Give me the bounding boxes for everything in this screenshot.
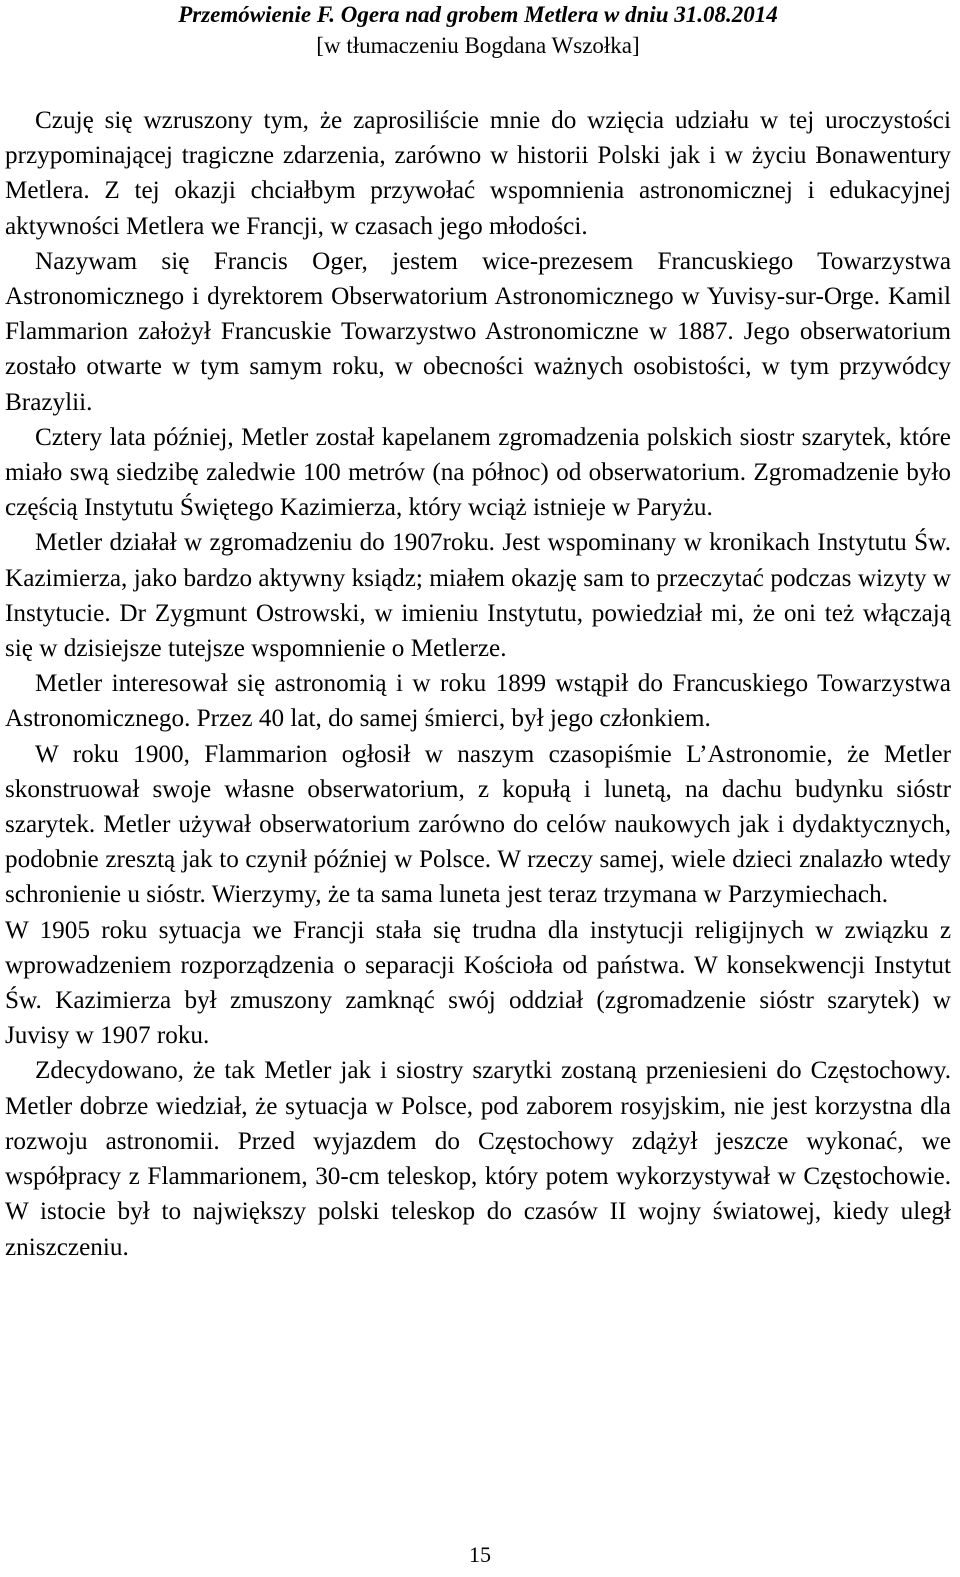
paragraph-speaker-introduction: Nazywam się Francis Oger, jestem wice-prezesem Francuskiego Towarzystwa Astronomicznego i dyrektorem Obserwatorium Astronomicznego w Yuvisy-sur-Orge. Kamil Flammarion założył Francuskie Towarzystwo Astronomiczne w 1887. Jego obserwatorium zostało otwarte w tym samym roku, w obecności ważnych osobistości, w tym przywódcy Brazylii. [5, 247, 951, 416]
paragraph-astronomy-interest: Metler interesował się astronomią i w roku 1899 wstąpił do Francuskiego Towarzystwa Astronomicznego. Przez 40 lat, do samej śmierci, był jego członkiem. [5, 670, 951, 733]
page-number: 15 [469, 1542, 491, 1567]
document-title: Przemówienie F. Ogera nad grobem Metlera w dniu 31.08.2014 [178, 2, 778, 27]
paragraph-observatory: W roku 1900, Flammarion ogłosił w naszym czasopiśmie L’Astronomie, że Metler skonstruował swoje własne obserwatorium, z kopułą i lunetą, na dachu budynku sióstr szarytek. Metler używał obserwatorium zarówno do celów naukowych jak i dydaktycznych, podobnie zresztą jak to czynił później w Polsce. W rzeczy samej, wiele dzieci znalazło wtedy schronienie u sióstr. Wierzymy, że ta sama luneta jest teraz trzymana w Parzymiechach. [5, 740, 951, 909]
paragraph-czestochowa: Zdecydowano, że tak Metler jak i siostry szarytki zostaną przeniesieni do Częstochowy. Metler dobrze wiedział, że sytuacja w Polsce, pod zaborem rosyjskim, nie jest korzystna dla rozwoju astronomii. Przed wyjazdem do Częstochowy zdążył jeszcze wykonać, we współpracy z Flammarionem, 30-cm teleskop, który potem wykorzystywał w Częstochowie. W istocie był to największy polski teleskop do czasów II wojny światowej, kiedy uległ zniszczeniu. [5, 1057, 951, 1261]
paragraph-1905-situation: W 1905 roku sytuacja we Francji stała się trudna dla instytucji religijnych w związku z wprowadzeniem rozporządzenia o separacji Kościoła od państwa. W konsekwencji Instytut Św. Kazimierza był zmuszony zamknąć swój oddział (zgromadzenie sióstr szarytek) w Juvisy w 1907 roku. [5, 916, 951, 1050]
paragraph-chaplain: Cztery lata później, Metler został kapelanem zgromadzenia polskich siostr szarytek, które miało swą siedzibę zaledwie 100 metrów (na północ) od obserwatorium. Zgromadzenie było częścią Instytutu Świętego Kazimierza, który wciąż istnieje w Paryżu. [5, 423, 951, 522]
paragraph-intro: Czuję się wzruszony tym, że zaprosiliście mnie do wzięcia udziału w tej uroczystości przypominającej tragiczne zdarzenia, zarówno w historii Polski jak i w życiu Bonawentury Metlera. Z tej okazji chciałbym przywołać wspomnienia astronomicznej i edukacyjnej aktywności Metlera we Francji, w czasach jego młodości. [5, 107, 951, 240]
document-page [5, 0, 951, 1265]
translator-note: [w tłumaczeniu Bogdana Wszołka] [316, 33, 640, 58]
document-body [5, 103, 951, 1265]
paragraph-congregation: Metler działał w zgromadzeniu do 1907roku. Jest wspominany w kronikach Instytutu Św. Kazimierza, jako bardzo aktywny ksiądz; miałem okazję sam to przeczytać podczas wizyty w Instytucie. Dr Zygmunt Ostrowski, w imieniu Instytutu, powiedział mi, że oni też włączają się w dzisiejsze tutejsze wspomnienie o Metlerze. [5, 529, 951, 663]
